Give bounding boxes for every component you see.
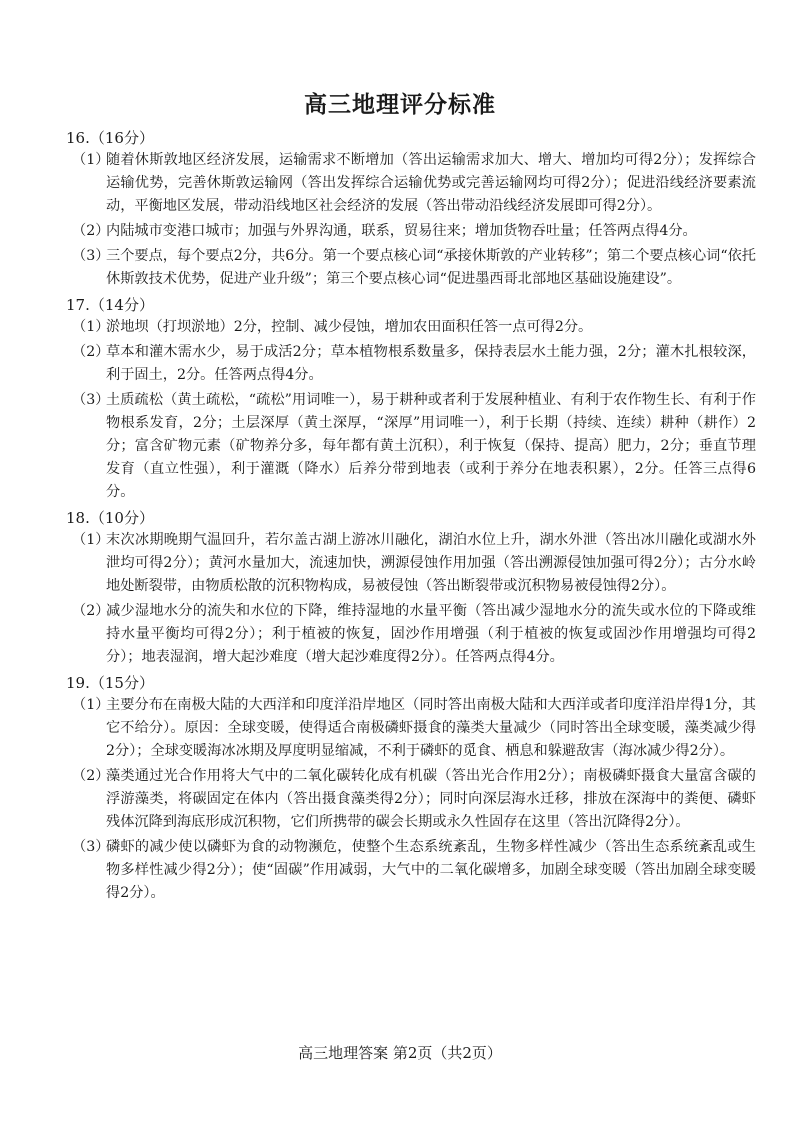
question-16 <box>66 128 756 291</box>
question-header: 17.（14分） <box>66 296 154 314</box>
answer-item <box>34 341 756 387</box>
question-19 <box>66 673 756 905</box>
question-header: 18.（10分） <box>66 509 154 527</box>
item-text: 磷虾的减少使以磷虾为食的动物濒危，使整个生态系统紊乱，生物多样性减少（答出生态系统紊乱或生物多样性减少得2分）；使“固碳”作用减弱，大气中的二氧化碳增多，加剧全球变暖（答出加剧全球变暖得2分）。 <box>106 839 756 901</box>
item-number: （1） <box>72 152 110 168</box>
item-number: （3） <box>72 248 110 264</box>
item-number: （1） <box>72 319 110 335</box>
item-number: （2） <box>72 223 110 239</box>
item-text: 末次冰期晚期气温回升，若尔盖古湖上游冰川融化，湖泊水位上升，湖水外泄（答出冰川融化或湖水外泄均可得2分）；黄河水量加大，流速加快，溯源侵蚀作用加强（答出溯源侵蚀加强可得2分）；古分水岭地处断裂带，由物质松散的沉积物构成，易被侵蚀（答出断裂带或沉积物易被侵蚀得2分）。 <box>106 532 756 594</box>
item-number: （2） <box>72 768 110 784</box>
answer-item <box>34 765 756 834</box>
item-text: 土质疏松（黄土疏松，“疏松”用词唯一），易于耕种或者利于发展种植业、有利于农作物生长、有利于作物根系发育，2分；土层深厚（黄土深厚，“深厚”用词唯一），利于长期（持续、连续）耕种（耕作）2分；富含矿物元素（矿物养分多，每年都有黄土沉积），利于恢复（保持、提高）肥力，2分；垂直节理发育（直立性强），利于灌溉（降水）后养分带到地表（或利于养分在地表积累），2分。任答三点得6分。 <box>106 392 756 500</box>
answer-item <box>34 600 756 669</box>
item-number: （3） <box>72 839 110 855</box>
question-17 <box>66 295 756 504</box>
item-text: 淤地坝（打坝淤地）2分，控制、减少侵蚀，增加农田面积任答一点可得2分。 <box>106 319 593 335</box>
item-number: （3） <box>72 392 110 408</box>
answer-item <box>34 529 756 598</box>
answer-item <box>34 245 756 291</box>
question-header: 19.（15分） <box>66 674 154 692</box>
item-number: （2） <box>72 344 110 360</box>
item-text: 减少湿地水分的流失和水位的下降，维持湿地的水量平衡（答出减少湿地水分的流失或水位的下降或维持水量平衡均可得2分）；利于植被的恢复，固沙作用增强（利于植被的恢复或固沙作用增强均可得2分）；地表湿润，增大起沙难度（增大起沙难度得2分）。任答两点得4分。 <box>106 603 756 665</box>
answer-item <box>34 389 756 504</box>
item-text: 草本和灌木需水少，易于成活2分；草本植物根系数量多，保持表层水土能力强，2分；灌木扎根较深，利于固土，2分。任答两点得4分。 <box>106 344 756 383</box>
item-text: 内陆城市变港口城市；加强与外界沟通，联系，贸易往来；增加货物吞吐量；任答两点得4分。 <box>106 223 697 239</box>
answer-item <box>34 220 756 243</box>
answer-item <box>34 149 756 218</box>
answer-item <box>34 316 756 339</box>
answer-item <box>34 694 756 763</box>
item-number: （1） <box>72 532 110 548</box>
question-18 <box>66 508 756 669</box>
item-text: 主要分布在南极大陆的大西洋和印度洋沿岸地区（同时答出南极大陆和大西洋或者印度洋沿岸得1分，其它不给分）。原因：全球变暖，使得适合南极磷虾摄食的藻类大量减少（同时答出全球变暖，藻类减少得2分）；全球变暖海冰冰期及厚度明显缩减，不利于磷虾的觅食、栖息和躲避敌害（海冰减少得2分）。 <box>106 697 756 759</box>
item-number: （2） <box>72 603 110 619</box>
item-text: 藻类通过光合作用将大气中的二氧化碳转化成有机碳（答出光合作用2分）；南极磷虾摄食大量富含碳的浮游藻类，将碳固定在体内（答出摄食藻类得2分）；同时向深层海水迁移，排放在深海中的粪便、磷虾残体沉降到海底形成沉积物，它们所携带的碳会长期或永久性固存在这里（答出沉降得2分）。 <box>106 768 756 830</box>
answer-content <box>66 126 756 909</box>
item-text: 三个要点，每个要点2分，共6分。第一个要点核心词“承接休斯敦的产业转移”；第二个要点核心词“依托休斯敦技术优势，促进产业升级”；第三个要点核心词“促进墨西哥北部地区基础设施建设”。 <box>106 248 756 287</box>
page-title: 高三地理评分标准 <box>304 92 496 118</box>
answer-item <box>34 836 756 905</box>
page-footer: 高三地理答案 第2页（共2页） <box>298 1044 502 1062</box>
item-text: 随着休斯敦地区经济发展，运输需求不断增加（答出运输需求加大、增大、增加均可得2分）；发挥综合运输优势，完善休斯敦运输网（答出发挥综合运输优势或完善运输网均可得2分）；促进沿线经济要素流动，平衡地区发展，带动沿线地区社会经济的发展（答出带动沿线经济发展即可得2分）。 <box>106 152 756 214</box>
question-header: 16.（16分） <box>66 129 154 147</box>
item-number: （1） <box>72 697 110 713</box>
